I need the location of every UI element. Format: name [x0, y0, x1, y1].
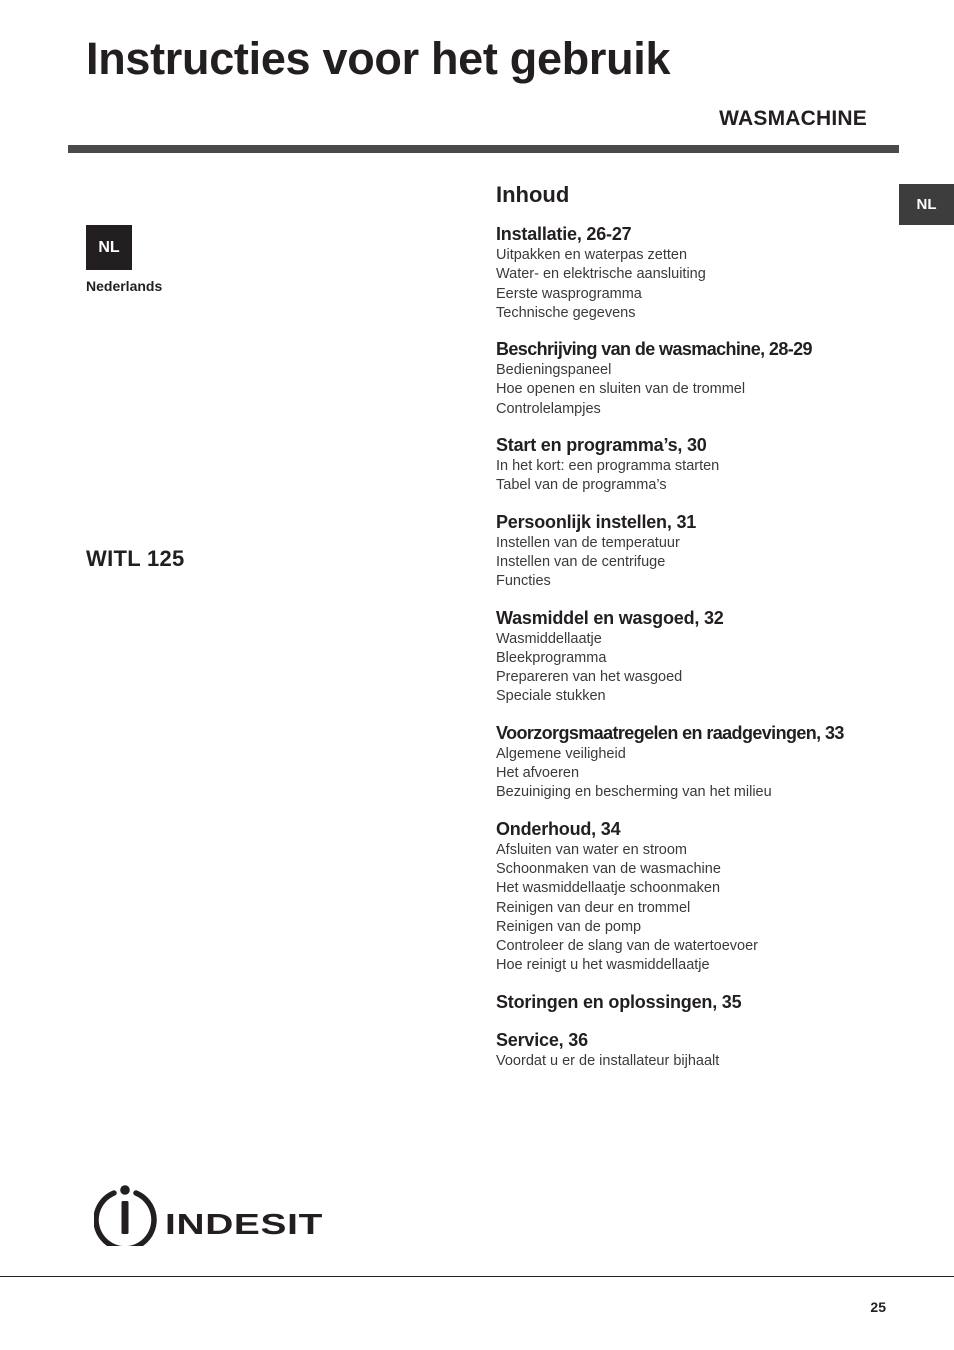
- toc-item: Bedieningspaneel: [496, 362, 612, 379]
- header-divider: [68, 145, 899, 153]
- product-type: WASMACHINE: [719, 107, 867, 130]
- footer-divider: [0, 1276, 954, 1277]
- toc-item: Schoonmaken van de wasmachine: [496, 860, 721, 877]
- toc-section: [496, 607, 896, 707]
- toc-item: Prepareren van het wasgoed: [496, 669, 683, 686]
- toc-section: [496, 223, 896, 323]
- language-side-tab: NL: [899, 184, 954, 225]
- model-number: WITL 125: [86, 546, 185, 571]
- toc-item: Algemene veiligheid: [496, 745, 626, 762]
- table-of-contents: [496, 182, 896, 1086]
- toc-item: Water- en elektrische aansluiting: [496, 266, 706, 283]
- toc-section: [496, 722, 896, 803]
- page-number: 25: [870, 1299, 886, 1315]
- toc-item: Voordat u er de installateur bijhaalt: [496, 1052, 720, 1069]
- indesit-logo-icon: [96, 1185, 154, 1246]
- toc-item: Instellen van de temperatuur: [496, 534, 680, 551]
- toc-item: Instellen van de centrifuge: [496, 553, 666, 570]
- toc-item: Wasmiddellaatje: [496, 630, 602, 647]
- toc-section: [496, 511, 896, 592]
- indesit-logo-wordmark: indesit: [165, 1196, 323, 1243]
- toc-section-title: Start en programma’s, 30: [496, 435, 707, 456]
- toc-item: Afsluiten van water en stroom: [496, 841, 688, 858]
- toc-item: Reinigen van deur en trommel: [496, 899, 691, 916]
- toc-section-title: Persoonlijk instellen, 31: [496, 511, 697, 532]
- language-code-box: NL: [86, 225, 132, 270]
- toc-section: [496, 1029, 896, 1071]
- toc-item: Reinigen van de pomp: [496, 918, 642, 935]
- toc-section-title: Service, 36: [496, 1029, 588, 1050]
- toc-section-title: Beschrijving van de wasmachine, 28-29: [496, 339, 812, 360]
- toc-item: Speciale stukken: [496, 688, 606, 705]
- toc-heading: Inhoud: [496, 182, 570, 207]
- toc-item: Hoe openen en sluiten van de trommel: [496, 381, 746, 398]
- toc-section-title: Onderhoud, 34: [496, 818, 621, 839]
- toc-item: In het kort: een programma starten: [496, 458, 720, 475]
- toc-item: Bezuiniging en bescherming van het milieu: [496, 784, 772, 801]
- toc-section-title: Installatie, 26-27: [496, 224, 632, 244]
- toc-item: Het wasmiddellaatje schoonmaken: [496, 880, 721, 897]
- page-title: Instructies voor het gebruik: [86, 33, 671, 84]
- toc-item: Functies: [496, 573, 551, 590]
- toc-item: Het afvoeren: [496, 765, 580, 782]
- toc-item: Controleer de slang van de watertoevoer: [496, 938, 758, 955]
- toc-section: [496, 818, 896, 976]
- toc-section-title: Storingen en oplossingen, 35: [496, 991, 742, 1012]
- toc-item: Uitpakken en waterpas zetten: [496, 247, 688, 263]
- toc-section-title: Voorzorgsmaatregelen en raadgevingen, 33: [496, 722, 844, 743]
- toc-item: Controlelampjes: [496, 400, 601, 417]
- toc-item: Eerste wasprogramma: [496, 285, 642, 302]
- indesit-logo: [94, 1184, 326, 1246]
- toc-item: Hoe reinigt u het wasmiddellaatje: [496, 957, 710, 974]
- toc-item: Tabel van de programma’s: [496, 477, 667, 494]
- language-name: Nederlands: [86, 278, 163, 294]
- toc-item: Bleekprogramma: [496, 649, 607, 666]
- toc-section: [496, 434, 896, 496]
- toc-sections: [496, 223, 896, 1071]
- toc-section-title: Wasmiddel en wasgoed, 32: [496, 607, 724, 628]
- toc-item: Technische gegevens: [496, 304, 636, 321]
- toc-section: [496, 991, 896, 1014]
- toc-section: [496, 338, 896, 419]
